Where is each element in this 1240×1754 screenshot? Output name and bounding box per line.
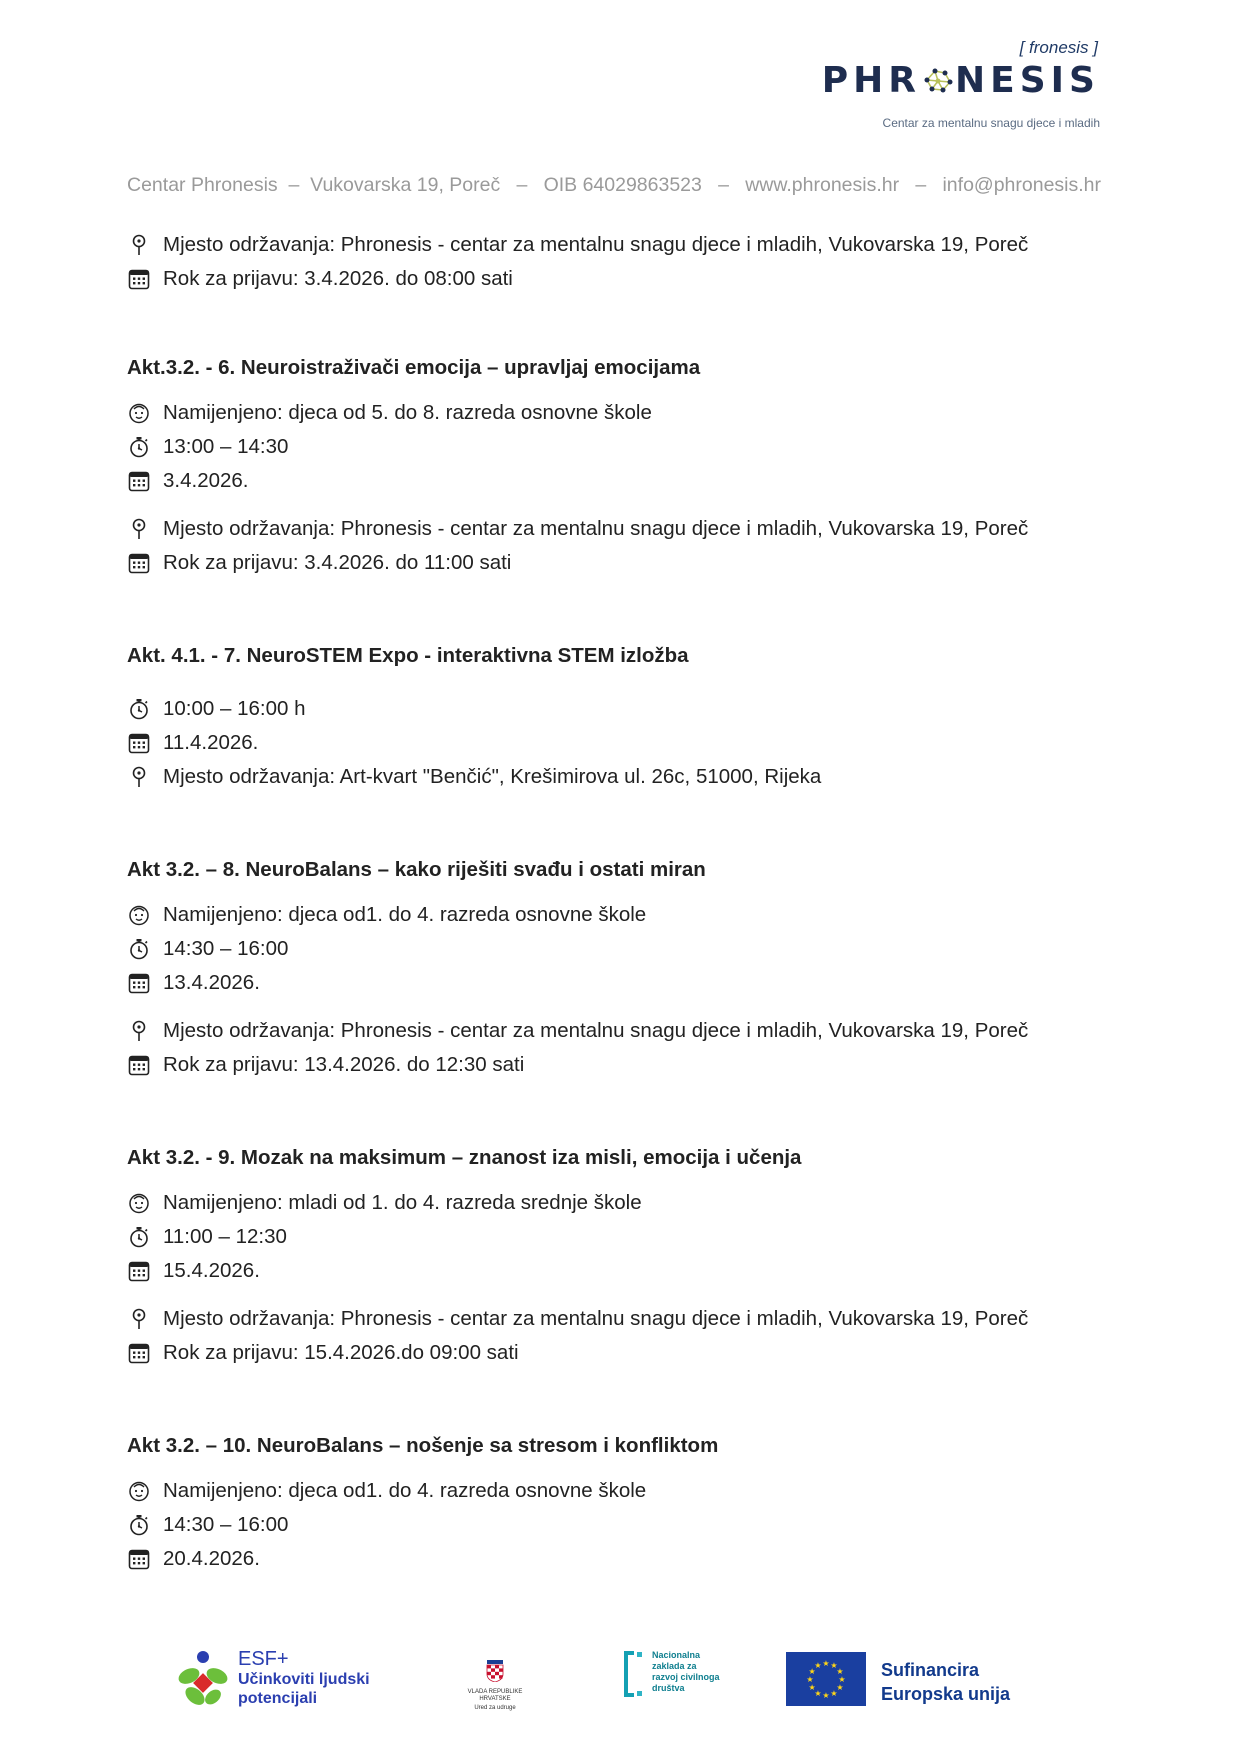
- croatian-government-logo: [455, 1660, 535, 1712]
- nzrcd-label: Nacionalna zaklada za razvoj civilnoga društva: [652, 1650, 720, 1693]
- info-row: [127, 1508, 1117, 1542]
- info-text: Mjesto održavanja: Phronesis - centar za mentalnu snagu djece i mladih, Vukovarska 19, Poreč: [163, 1019, 1029, 1042]
- logo-wordmark-left: PHR: [821, 60, 922, 101]
- info-text: 15.4.2026.: [163, 1259, 260, 1282]
- info-text: 11.4.2026.: [163, 731, 259, 754]
- info-text: Rok za prijavu: 15.4.2026.do 09:00 sati: [163, 1341, 519, 1364]
- esf-label-line2: Učinkoviti ljudski: [238, 1671, 370, 1688]
- eu-flag-icon: [786, 1652, 866, 1706]
- nzrcd-logo: [622, 1650, 720, 1703]
- info-text: Rok za prijavu: 3.4.2026. do 11:00 sati: [163, 551, 512, 574]
- info-text: Rok za prijavu: 13.4.2026. do 12:30 sati: [163, 1053, 525, 1076]
- info-text: 10:00 – 16:00 h: [163, 697, 306, 720]
- info-row: [127, 898, 1117, 932]
- info-row: [127, 1186, 1117, 1220]
- logo-wordmark-right: NESIS: [955, 60, 1100, 101]
- activity-title: Akt 3.2. – 8. NeuroBalans – kako riješiti svađu i ostati miran: [127, 858, 706, 881]
- eu-star: ★: [814, 1688, 822, 1698]
- info-text: 14:30 – 16:00: [163, 937, 289, 960]
- eu-star: ★: [838, 1675, 846, 1684]
- info-row: [127, 1254, 1117, 1288]
- info-row: [127, 1542, 1117, 1576]
- brain-network-icon: [921, 65, 955, 95]
- info-text: Namijenjeno: djeca od1. do 4. razreda osnovne škole: [163, 903, 647, 926]
- info-text: 13.4.2026.: [163, 971, 260, 994]
- info-row: [127, 396, 1117, 430]
- info-text: 3.4.2026.: [163, 469, 249, 492]
- eu-star: ★: [836, 1667, 844, 1676]
- eu-label-line1: Sufinancira: [881, 1660, 980, 1680]
- child-face-icon: [127, 1479, 151, 1503]
- info-text: Namijenjeno: mladi od 1. do 4. razreda srednje škole: [163, 1191, 642, 1214]
- info-row: [127, 760, 1117, 794]
- schedule-content: [127, 228, 1117, 1576]
- stopwatch-icon: [127, 697, 151, 721]
- info-text: 11:00 – 12:30: [163, 1225, 287, 1248]
- info-row: [127, 464, 1117, 498]
- info-text: 13:00 – 14:30: [163, 435, 289, 458]
- info-row: [127, 932, 1117, 966]
- info-text: Rok za prijavu: 3.4.2026. do 08:00 sati: [163, 267, 513, 290]
- info-text: Mjesto održavanja: Phronesis - centar za mentalnu snagu djece i mladih, Vukovarska 19, Poreč: [163, 1307, 1029, 1330]
- child-face-icon: [127, 401, 151, 425]
- location-pin-icon: [127, 1307, 151, 1331]
- activity-title: Akt. 4.1. - 7. NeuroSTEM Expo - interaktivna STEM izložba: [127, 644, 689, 667]
- calendar-icon: [127, 1547, 151, 1571]
- calendar-icon: [127, 1341, 151, 1365]
- info-row: [127, 1048, 1117, 1082]
- esf-logo: [175, 1648, 370, 1715]
- location-pin-icon: [127, 233, 151, 257]
- activity-title: Akt 3.2. - 9. Mozak na maksimum – znanost iza misli, emocija i učenja: [127, 1146, 802, 1169]
- government-sublabel: Ured za udruge: [474, 1705, 516, 1711]
- eu-star: ★: [830, 1661, 838, 1671]
- esf-label-line3: potencijali: [238, 1690, 318, 1707]
- activity-title: Akt.3.2. - 6. Neuroistraživači emocija – upravljaj emocijama: [127, 356, 701, 379]
- contact-line: Centar Phronesis – Vukovarska 19, Poreč – OIB 64029863523 – www.phronesis.hr – info@phronesis.hr: [127, 174, 1102, 196]
- location-pin-icon: [127, 1019, 151, 1043]
- info-row: [127, 692, 1117, 726]
- esf-plus-label: ESF+: [238, 1648, 289, 1670]
- info-text: Namijenjeno: djeca od 5. do 8. razreda osnovne škole: [163, 401, 652, 424]
- info-row: [127, 228, 1117, 262]
- info-row: [127, 966, 1117, 1000]
- government-label: VLADA REPUBLIKE HRVATSKE: [467, 1689, 523, 1702]
- info-row: [127, 262, 1117, 296]
- eu-label-line2: Europska unija: [881, 1684, 1011, 1704]
- croatian-coat-of-arms-icon: [486, 1660, 504, 1682]
- eu-logo: [786, 1652, 1011, 1711]
- logo-wordmark: [822, 60, 1100, 102]
- info-row: [127, 726, 1117, 760]
- eu-star: ★: [806, 1675, 814, 1684]
- calendar-icon: [127, 469, 151, 493]
- child-face-icon: [127, 903, 151, 927]
- calendar-icon: [127, 1259, 151, 1283]
- stopwatch-icon: [127, 435, 151, 459]
- logo-tagline: [ fronesis ]: [1019, 38, 1098, 57]
- info-row: [127, 512, 1117, 546]
- stopwatch-icon: [127, 1513, 151, 1537]
- info-text: 14:30 – 16:00: [163, 1513, 289, 1536]
- info-row: [127, 1302, 1117, 1336]
- info-row: [127, 1220, 1117, 1254]
- footer-logos: [0, 1640, 1240, 1720]
- bracket-logo-icon: [622, 1650, 646, 1698]
- location-pin-icon: [127, 517, 151, 541]
- location-pin-icon: [127, 765, 151, 789]
- eu-star: ★: [808, 1683, 816, 1692]
- esf-flower-icon: [175, 1648, 231, 1710]
- info-text: Mjesto održavanja: Phronesis - centar za mentalnu snagu djece i mladih, Vukovarska 19, Poreč: [163, 517, 1029, 540]
- info-text: Mjesto održavanja: Art-kvart "Benčić", Krešimirova ul. 26c, 51000, Rijeka: [163, 765, 822, 788]
- stopwatch-icon: [127, 1225, 151, 1249]
- info-row: [127, 1014, 1117, 1048]
- logo-subtitle: Centar za mentalnu snagu djece i mladih: [882, 116, 1100, 130]
- calendar-icon: [127, 971, 151, 995]
- eu-star: ★: [822, 1691, 830, 1700]
- info-row: [127, 546, 1117, 580]
- eu-star: ★: [836, 1683, 844, 1692]
- eu-star: ★: [830, 1688, 838, 1698]
- calendar-icon: [127, 731, 151, 755]
- child-face-icon: [127, 1191, 151, 1215]
- calendar-icon: [127, 1053, 151, 1077]
- calendar-icon: [127, 267, 151, 291]
- eu-star: ★: [808, 1667, 816, 1676]
- info-text: 20.4.2026.: [163, 1547, 260, 1570]
- calendar-icon: [127, 551, 151, 575]
- info-text: Namijenjeno: djeca od1. do 4. razreda osnovne škole: [163, 1479, 647, 1502]
- info-row: [127, 430, 1117, 464]
- activity-title: Akt 3.2. – 10. NeuroBalans – nošenje sa stresom i konfliktom: [127, 1434, 719, 1457]
- phronesis-logo: [822, 38, 1100, 130]
- info-row: [127, 1474, 1117, 1508]
- eu-star: ★: [814, 1661, 822, 1671]
- stopwatch-icon: [127, 937, 151, 961]
- eu-star: ★: [822, 1659, 830, 1668]
- info-row: [127, 1336, 1117, 1370]
- info-text: Mjesto održavanja: Phronesis - centar za mentalnu snagu djece i mladih, Vukovarska 19, Poreč: [163, 233, 1029, 256]
